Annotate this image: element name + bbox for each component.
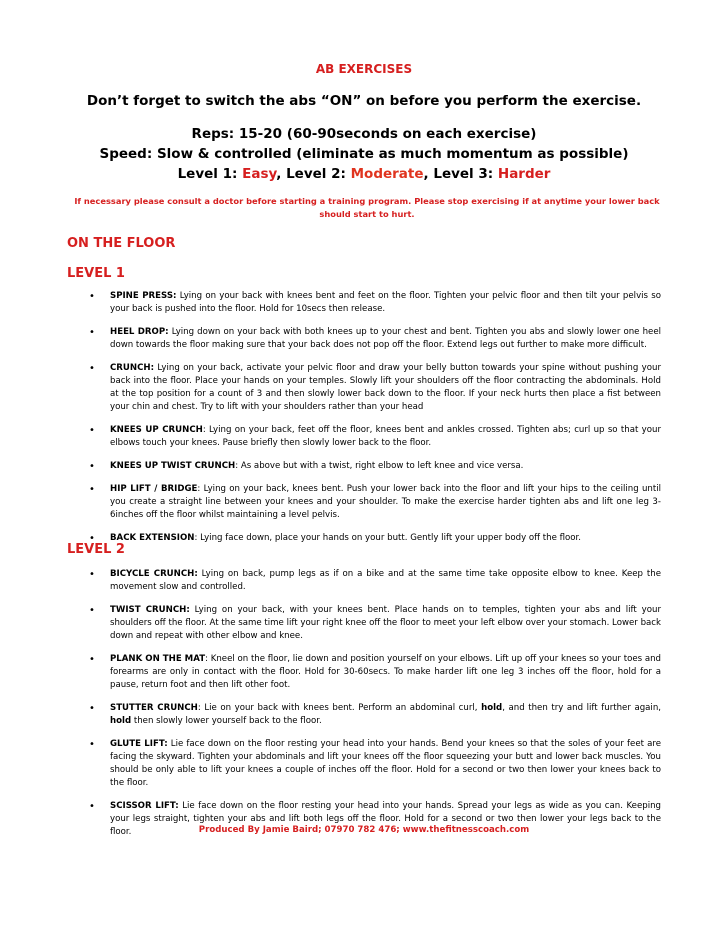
bullet-icon: • [89,425,95,436]
level2-prefix: , Level 2: [276,166,351,182]
level1-exercise-list [0,290,728,545]
exercise-description: , and then try and lift further again, [502,703,662,713]
bullet-icon: • [89,605,95,616]
exercise-description: Lying down on your back with both knees up to your chest and bent. Tighten you abs and slowly lower one heel down towards the floor making sure that your back does not pop off the floor. Extend legs out further to make more difficult. [110,327,661,350]
level1-prefix: Level 1: [177,166,243,182]
list-item [0,738,728,790]
list-item [0,568,728,594]
bullet-icon: • [89,461,95,472]
exercise-name: PLANK ON THE MAT [110,654,206,664]
exercise-description: : Lying on your back, knees bent. Push your lower back into the floor and lift your hips to the ceiling until you create a straight line between your knees and your shoulder. To make the exercise harder tighten abs and lift one leg 3-6inches off the floor whilst maintaining a level pelvis. [110,484,661,520]
section-heading-floor: ON THE FLOOR [67,236,176,251]
level1-heading: LEVEL 1 [67,266,125,281]
level2-moderate: Moderate [350,166,424,182]
bullet-icon: • [89,291,95,302]
exercise-name: GLUTE LIFT: [110,739,168,749]
exercise-name: BICYCLE CRUNCH: [110,569,198,579]
exercise-description: Lying on back, pump legs as if on a bike and at the same time take opposite elbow to knee. Keep the movement slow and controlled. [110,569,661,592]
emphasis-hold: hold [481,703,503,713]
document-title: AB EXERCISES [315,62,413,76]
exercise-description: Lie face down on the floor resting your head into your hands. Spread your legs as wide as you can. Keeping your legs straight, tighten your abs and lift both legs off the floor. Hold for a second or two then lower your legs back to the floor. [110,801,661,837]
workout-parameters [0,124,728,184]
exercise-name: SCISSOR LIFT: [110,801,179,811]
bullet-icon: • [89,569,95,580]
bullet-icon: • [89,703,95,714]
bullet-icon: • [89,484,95,495]
exercise-description: Lying on your back, activate your pelvic floor and draw your belly button towards your spine without pushing your back into the floor. Place your hands on your temples. Slowly lift your shoulders off the floor contracting the abdominals. Hold at the top position for a count of 3 and then slowly lower back down to the floor. If your neck hurts then place a fist between your chin and chest. Try to lift with your shoulders rather than your head [110,363,661,412]
exercise-description: then slowly lower yourself back to the floor. [131,716,322,726]
bullet-icon: • [89,327,95,338]
exercise-description: Lying on your back, with your knees bent. Place hands on to temples, tighten your abs and lift your shoulders off the floor. At the same time lift your right knee off the floor to meet your left elbow over your stomach. Lower back down and repeat with other elbow and knee. [110,605,661,641]
bullet-icon: • [89,739,95,750]
exercise-description: : Lie on your back with knees bent. Perform an abdominal curl, [197,703,482,713]
exercise-name: TWIST CRUNCH: [110,605,190,615]
list-item [0,604,728,643]
exercise-name: STUTTER CRUNCH [110,703,198,713]
bullet-icon: • [89,363,95,374]
exercise-name: SPINE PRESS: [110,291,177,301]
speed-line: Speed: Slow & controlled (eliminate as much momentum as possible) [99,146,629,162]
safety-warning: If necessary please consult a doctor before starting a training program. Please stop exercising if at anytime your lower back should start to hurt. [74,196,660,219]
level3-prefix: , Level 3: [423,166,498,182]
list-item [0,326,728,352]
bullet-icon: • [89,533,95,544]
exercise-name: HEEL DROP: [110,327,169,337]
list-item [0,653,728,692]
exercise-description: : Lying face down, place your hands on your butt. Gently lift your upper body off the floor. [194,533,582,543]
list-item [0,290,728,316]
exercise-name: KNEES UP CRUNCH [110,425,203,435]
exercise-description: Lying on your back with knees bent and feet on the floor. Tighten your pelvic floor and then tilt your pelvis so your back is pushed into the floor. Hold for 10secs then release. [110,291,661,314]
bullet-icon: • [89,801,95,812]
level2-exercise-list [0,568,728,839]
exercise-name: KNEES UP TWIST CRUNCH [110,461,236,471]
level3-harder: Harder [497,166,551,182]
exercise-description: Lie face down on the floor resting your head into your hands. Bend your knees so that the soles of your feet are facing the skyward. Tighten your abdominals and lift your knees off the floor squeezing your butt and lower back muscles. You should be only able to lift your knees a couple of inches off the floor. Hold for a second or two then lower your knees back to the floor. [110,739,661,788]
list-item [0,362,728,414]
exercise-name: HIP LIFT / BRIDGE [110,484,198,494]
bullet-icon: • [89,654,95,665]
list-item [0,702,728,728]
levels-line [0,164,728,184]
list-item [0,424,728,450]
level2-heading: LEVEL 2 [67,542,125,557]
emphasis-hold: hold [110,716,132,726]
list-item [0,483,728,522]
level1-easy: Easy [242,166,277,182]
exercise-description: : As above but with a twist, right elbow to left knee and vice versa. [235,461,524,471]
exercise-description: : Lying on your back, feet off the floor, knees bent and ankles crossed. Tighten abs; curl up so that your elbows touch your knees. Pause briefly then slowly lower back to the floor. [110,425,661,448]
exercise-name: BACK EXTENSION [110,533,195,543]
footer-credit: Produced By Jamie Baird; 07970 782 476; www.thefitnesscoach.com [198,825,530,835]
exercise-name: CRUNCH: [110,363,155,373]
list-item [0,460,728,473]
abs-reminder: Don’t forget to switch the abs “ON” on before you perform the exercise. [86,93,642,109]
exercise-description: : Kneel on the floor, lie down and position yourself on your elbows. Lift up off your knees so your toes and forearms are only in contact with the floor. Hold for 30-60secs. To make harder lift one leg 3 inches off the floor, hold for a pause, return foot and then lift other foot. [110,654,661,690]
reps-line: Reps: 15-20 (60-90seconds on each exercise) [191,126,537,142]
